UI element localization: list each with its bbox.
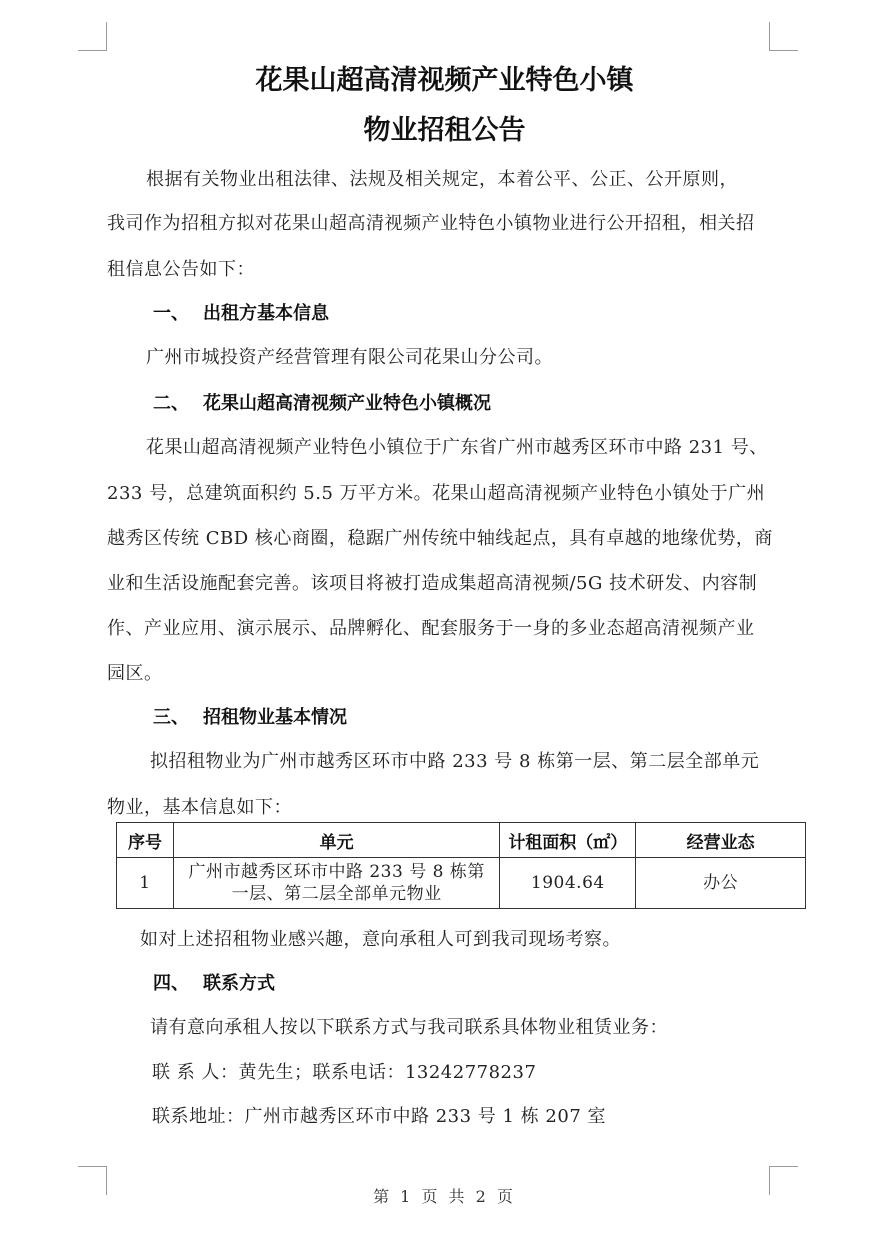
intro-line-3: 租信息公告如下：	[107, 259, 255, 280]
section-2-line-1: 花果山超高清视频产业特色小镇位于广东省广州市越秀区环市中路 231 号、	[146, 437, 768, 458]
table-header-usage: 经营业态	[636, 823, 806, 858]
table-cell-unit	[173, 858, 499, 909]
section-4-line-1: 请有意向承租人按以下联系方式与我司联系具体物业租赁业务：	[150, 1017, 668, 1038]
page-number-footer: 第 1 页 共 2 页	[373, 1187, 516, 1206]
table-cell-index: 1	[117, 858, 174, 909]
table-row	[117, 858, 806, 909]
table-header-unit: 单元	[173, 823, 499, 858]
property-info-table	[116, 822, 806, 909]
table-cell-unit-line-2: 一层、第二层全部单元物业	[231, 884, 442, 904]
intro-line-1: 根据有关物业出租法律、法规及相关规定，本着公平、公正、公开原则，	[146, 169, 738, 190]
section-3-number: 三、	[153, 707, 189, 728]
section-3-title: 招租物业基本情况	[203, 707, 347, 728]
table-header-index: 序号	[117, 823, 174, 858]
table-cell-usage: 办公	[636, 858, 806, 909]
contact-address-line: 联系地址：广州市越秀区环市中路 233 号 1 栋 207 室	[152, 1106, 606, 1127]
section-1-body: 广州市城投资产经营管理有限公司花果山分公司。	[146, 347, 553, 368]
section-2-line-2: 233 号，总建筑面积约 5.5 万平方米。花果山超高清视频产业特色小镇处于广州	[107, 483, 766, 504]
section-1-number: 一、	[153, 303, 189, 324]
corner-mark-top-left	[78, 22, 107, 51]
section-2-line-6: 园区。	[107, 663, 163, 684]
table-cell-area: 1904.64	[500, 858, 636, 909]
document-title: 花果山超高清视频产业特色小镇	[255, 65, 634, 96]
section-3-after-table: 如对上述招租物业感兴趣，意向承租人可到我司现场考察。	[140, 929, 621, 950]
section-1-title: 出租方基本信息	[203, 303, 329, 324]
section-3-line-1: 拟招租物业为广州市越秀区环市中路 233 号 8 栋第一层、第二层全部单元	[150, 751, 760, 772]
section-2-line-5: 作、产业应用、演示展示、品牌孵化、配套服务于一身的多业态超高清视频产业	[107, 618, 755, 639]
table-header-row	[117, 823, 806, 858]
table-header-area: 计租面积（㎡）	[500, 823, 636, 858]
table-cell-unit-line-1: 广州市越秀区环市中路 233 号 8 栋第	[188, 862, 485, 882]
section-2-number: 二、	[153, 393, 189, 414]
intro-line-2: 我司作为招租方拟对花果山超高清视频产业特色小镇物业进行公开招租，相关招	[107, 213, 755, 234]
document-subtitle: 物业招租公告	[363, 115, 526, 146]
section-3-line-2: 物业，基本信息如下：	[107, 797, 292, 818]
section-2-title: 花果山超高清视频产业特色小镇概况	[203, 393, 491, 414]
section-4-title: 联系方式	[203, 973, 275, 994]
contact-person-line: 联 系 人：黄先生；联系电话：13242778237	[152, 1062, 537, 1083]
section-2-line-4: 业和生活设施配套完善。该项目将被打造成集超高清视频/5G 技术研发、内容制	[107, 573, 758, 594]
section-2-line-3: 越秀区传统 CBD 核心商圈，稳踞广州传统中轴线起点，具有卓越的地缘优势，商	[107, 528, 773, 549]
corner-mark-top-right	[769, 22, 798, 51]
section-4-number: 四、	[153, 973, 189, 994]
